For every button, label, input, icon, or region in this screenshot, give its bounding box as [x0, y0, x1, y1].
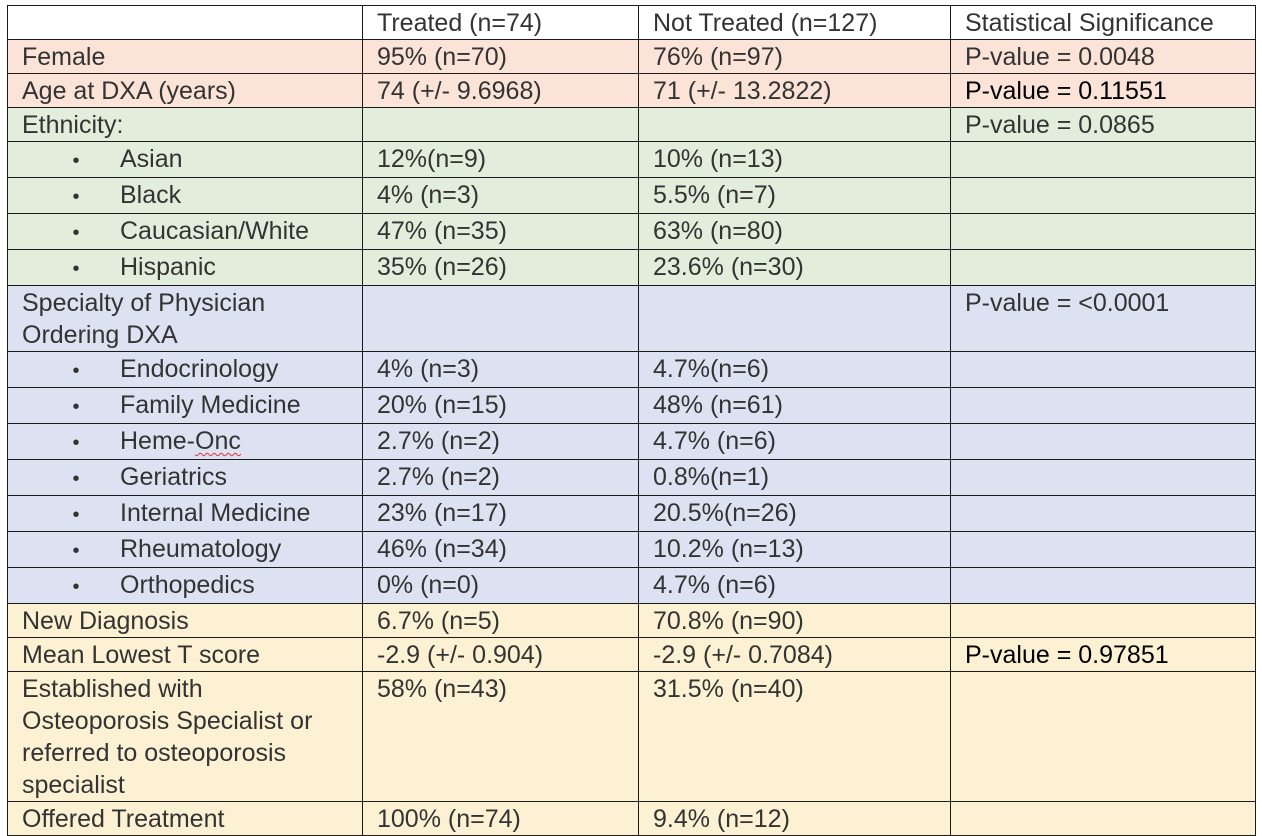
bullet-icon: •	[72, 186, 80, 208]
treated-value: 58% (n=43)	[363, 672, 639, 802]
table-row	[8, 532, 1256, 568]
not-treated-value	[639, 286, 951, 352]
treated-value	[363, 286, 639, 352]
table-row	[8, 286, 1256, 352]
row-label: Specialty of Physician Ordering DXA	[8, 286, 363, 352]
row-label: Asian	[120, 145, 183, 173]
row-label: Family Medicine	[120, 391, 301, 419]
treated-value: 23% (n=17)	[363, 496, 639, 532]
not-treated-value: -2.9 (+/- 0.7084)	[639, 638, 951, 672]
row-label: Geriatrics	[120, 463, 227, 491]
treated-value: 100% (n=74)	[363, 802, 639, 836]
not-treated-value: 0.8%(n=1)	[639, 460, 951, 496]
significance-value	[951, 424, 1256, 460]
row-label: Age at DXA (years)	[8, 74, 363, 108]
significance-value: P-value = 0.97851	[951, 638, 1256, 672]
significance-value: P-value = 0.0865	[951, 108, 1256, 142]
row-label: Endocrinology	[120, 355, 279, 383]
significance-value: P-value = 0.11551	[951, 74, 1256, 108]
table-row	[8, 424, 1256, 460]
row-label-cell	[8, 496, 363, 532]
significance-value: P-value = <0.0001	[951, 286, 1256, 352]
significance-value	[951, 388, 1256, 424]
row-label-prefix: Heme-	[120, 427, 196, 455]
table-row	[8, 352, 1256, 388]
treated-value: 6.7% (n=5)	[363, 604, 639, 638]
bullet-icon: •	[72, 576, 80, 598]
table-row	[8, 638, 1256, 672]
header-cell-empty	[8, 6, 363, 40]
table-row	[8, 178, 1256, 214]
row-label: Internal Medicine	[120, 499, 311, 527]
table-row	[8, 40, 1256, 74]
significance-value	[951, 142, 1256, 178]
row-label-cell	[8, 178, 363, 214]
row-label-cell	[8, 250, 363, 286]
table-row	[8, 460, 1256, 496]
not-treated-value: 10% (n=13)	[639, 142, 951, 178]
bullet-icon: •	[72, 360, 80, 382]
table-row	[8, 142, 1256, 178]
treated-value: 2.7% (n=2)	[363, 424, 639, 460]
not-treated-value: 48% (n=61)	[639, 388, 951, 424]
significance-value: P-value = 0.0048	[951, 40, 1256, 74]
header-row	[8, 6, 1256, 40]
not-treated-value: 76% (n=97)	[639, 40, 951, 74]
row-label: Rheumatology	[120, 535, 282, 563]
significance-value	[951, 178, 1256, 214]
header-cell-not-treated: Not Treated (n=127)	[639, 6, 951, 40]
not-treated-value: 63% (n=80)	[639, 214, 951, 250]
row-label-cell	[8, 214, 363, 250]
row-label-cell	[8, 460, 363, 496]
row-label: Mean Lowest T score	[8, 638, 363, 672]
table-row	[8, 496, 1256, 532]
treated-value: 35% (n=26)	[363, 250, 639, 286]
treated-value: 12%(n=9)	[363, 142, 639, 178]
row-label: Black	[120, 181, 182, 209]
row-label: Established with Osteoporosis Specialist or referred to osteoporosis specialist	[8, 672, 363, 802]
table-row	[8, 568, 1256, 604]
patient-characteristics-table	[7, 5, 1256, 836]
not-treated-value: 9.4% (n=12)	[639, 802, 951, 836]
not-treated-value: 71 (+/- 13.2822)	[639, 74, 951, 108]
bullet-icon: •	[72, 222, 80, 244]
significance-value	[951, 352, 1256, 388]
table-row	[8, 108, 1256, 142]
treated-value: 4% (n=3)	[363, 352, 639, 388]
not-treated-value	[639, 108, 951, 142]
significance-value	[951, 672, 1256, 802]
spellcheck-underlined-word: Onc	[195, 427, 241, 455]
row-label: Female	[8, 40, 363, 74]
significance-value	[951, 250, 1256, 286]
row-label: Ethnicity:	[8, 108, 363, 142]
row-label: Hispanic	[120, 253, 216, 281]
row-label-cell	[8, 424, 363, 460]
not-treated-value: 70.8% (n=90)	[639, 604, 951, 638]
bullet-icon: •	[72, 504, 80, 526]
row-label: Offered Treatment	[8, 802, 363, 836]
significance-value	[951, 214, 1256, 250]
bullet-icon: •	[72, 150, 80, 172]
table-row	[8, 388, 1256, 424]
not-treated-value: 10.2% (n=13)	[639, 532, 951, 568]
header-cell-significance: Statistical Significance	[951, 6, 1256, 40]
not-treated-value: 23.6% (n=30)	[639, 250, 951, 286]
bullet-icon: •	[72, 396, 80, 418]
row-label: Orthopedics	[120, 571, 255, 599]
not-treated-value: 4.7% (n=6)	[639, 424, 951, 460]
table-row	[8, 672, 1256, 802]
treated-value: 4% (n=3)	[363, 178, 639, 214]
row-label-cell	[8, 388, 363, 424]
treated-value: 2.7% (n=2)	[363, 460, 639, 496]
treated-value: 47% (n=35)	[363, 214, 639, 250]
bullet-icon: •	[72, 468, 80, 490]
significance-value	[951, 496, 1256, 532]
treated-value: -2.9 (+/- 0.904)	[363, 638, 639, 672]
bullet-icon: •	[72, 432, 80, 454]
treated-value: 20% (n=15)	[363, 388, 639, 424]
row-label-cell	[8, 568, 363, 604]
treated-value: 74 (+/- 9.6968)	[363, 74, 639, 108]
bullet-icon: •	[72, 540, 80, 562]
row-label-cell	[8, 352, 363, 388]
table-container	[7, 5, 1256, 836]
significance-value	[951, 568, 1256, 604]
header-cell-treated: Treated (n=74)	[363, 6, 639, 40]
treated-value: 0% (n=0)	[363, 568, 639, 604]
table-row	[8, 214, 1256, 250]
table-row	[8, 250, 1256, 286]
treated-value: 95% (n=70)	[363, 40, 639, 74]
significance-value	[951, 460, 1256, 496]
row-label: New Diagnosis	[8, 604, 363, 638]
row-label-cell	[8, 532, 363, 568]
table-row	[8, 802, 1256, 836]
bullet-icon: •	[72, 258, 80, 280]
table-row	[8, 74, 1256, 108]
not-treated-value: 5.5% (n=7)	[639, 178, 951, 214]
not-treated-value: 20.5%(n=26)	[639, 496, 951, 532]
not-treated-value: 4.7%(n=6)	[639, 352, 951, 388]
row-label-cell	[8, 142, 363, 178]
significance-value	[951, 532, 1256, 568]
row-label: Caucasian/White	[120, 217, 309, 245]
not-treated-value: 31.5% (n=40)	[639, 672, 951, 802]
treated-value: 46% (n=34)	[363, 532, 639, 568]
treated-value	[363, 108, 639, 142]
significance-value	[951, 802, 1256, 836]
not-treated-value: 4.7% (n=6)	[639, 568, 951, 604]
significance-value	[951, 604, 1256, 638]
table-row	[8, 604, 1256, 638]
